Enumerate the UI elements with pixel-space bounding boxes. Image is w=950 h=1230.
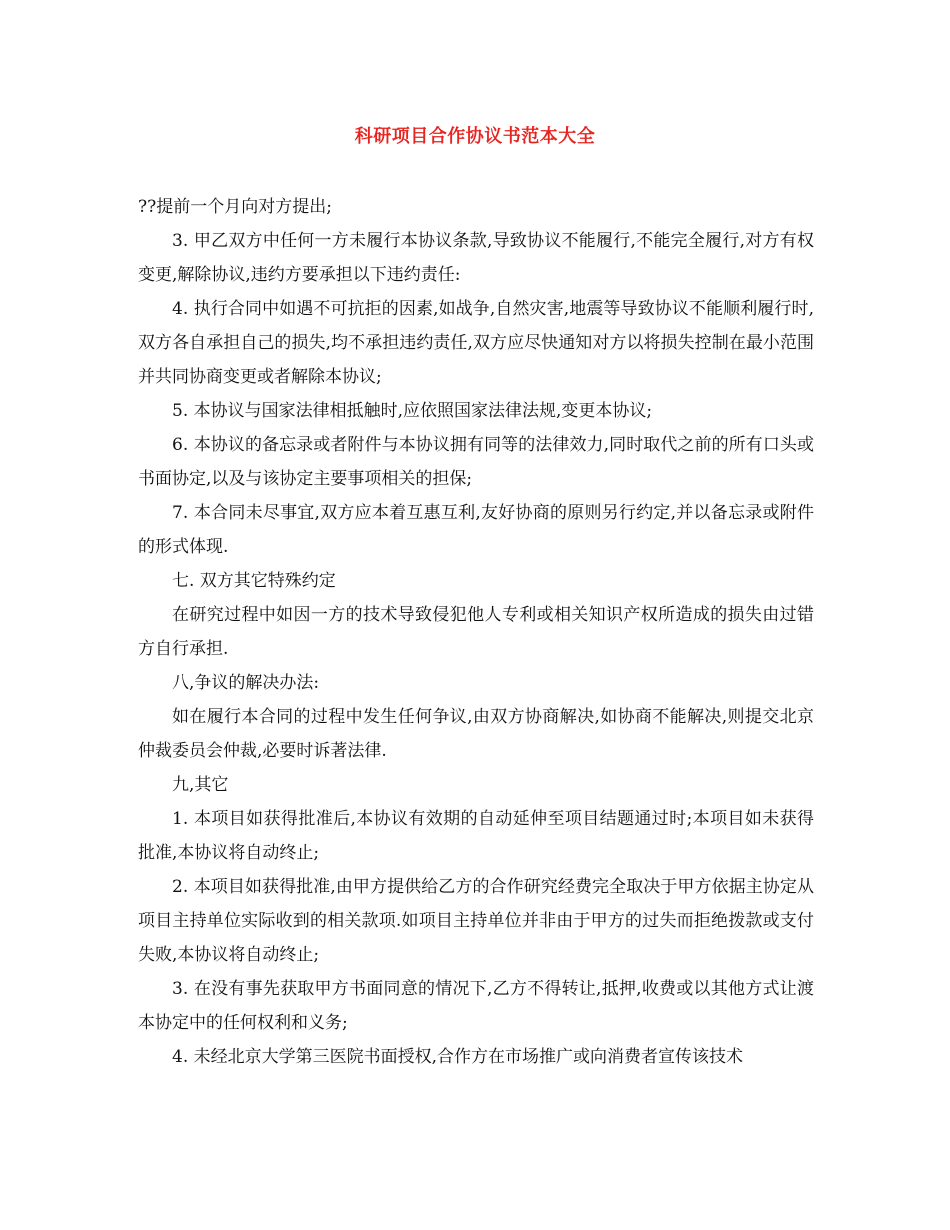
- paragraph: 1. 本项目如获得批准后,本协议有效期的自动延伸至项目结题通过时;本项目如未获得批准,本协议将自动终止;: [138, 809, 814, 863]
- document-title: 科研项目合作协议书范本大全: [354, 126, 596, 147]
- paragraph: 如在履行本合同的过程中发生任何争议,由双方协商解决,如协商不能解决,则提交北京仲裁委员会仲裁,必要时诉著法律.: [138, 707, 814, 761]
- section-heading: 七. 双方其它特殊约定: [172, 571, 336, 591]
- paragraph: 4. 执行合同中如遇不可抗拒的因素,如战争,自然灾害,地震等导致协议不能顺利履行时,双方各自承担自己的损失,均不承担违约责任,双方应尽快通知对方以将损失控制在最小范围并共同协商变更或者解除本协议;: [138, 299, 814, 387]
- paragraph: 5. 本协议与国家法律相抵触时,应依照国家法律法规,变更本协议;: [172, 401, 653, 421]
- section-heading: 八,争议的解决办法:: [172, 673, 320, 693]
- paragraph: 在研究过程中如因一方的技术导致侵犯他人专利或相关知识产权所造成的损失由过错方自行承担.: [138, 605, 814, 659]
- paragraph: 3. 甲乙双方中任何一方未履行本协议条款,导致协议不能履行,不能完全履行,对方有权变更,解除协议,违约方要承担以下违约责任:: [138, 231, 814, 285]
- paragraph: 7. 本合同未尽事宜,双方应本着互惠互利,友好协商的原则另行约定,并以备忘录或附件的形式体现.: [138, 503, 814, 557]
- section-heading: 九,其它: [172, 775, 229, 795]
- paragraph: ??提前一个月向对方提出;: [138, 197, 332, 217]
- document-body: [138, 190, 814, 1074]
- paragraph: 6. 本协议的备忘录或者附件与本协议拥有同等的法律效力,同时取代之前的所有口头或书面协定,以及与该协定主要事项相关的担保;: [138, 435, 814, 489]
- paragraph: 4. 未经北京大学第三医院书面授权,合作方在市场推广或向消费者宣传该技术: [172, 1047, 744, 1067]
- paragraph: 3. 在没有事先获取甲方书面同意的情况下,乙方不得转让,抵押,收费或以其他方式让渡本协定中的任何权利和义务;: [138, 979, 814, 1033]
- paragraph: 2. 本项目如获得批准,由甲方提供给乙方的合作研究经费完全取决于甲方依据主协定从项目主持单位实际收到的相关款项.如项目主持单位并非由于甲方的过失而拒绝拨款或支付失败,本协议将自动终止;: [138, 877, 814, 965]
